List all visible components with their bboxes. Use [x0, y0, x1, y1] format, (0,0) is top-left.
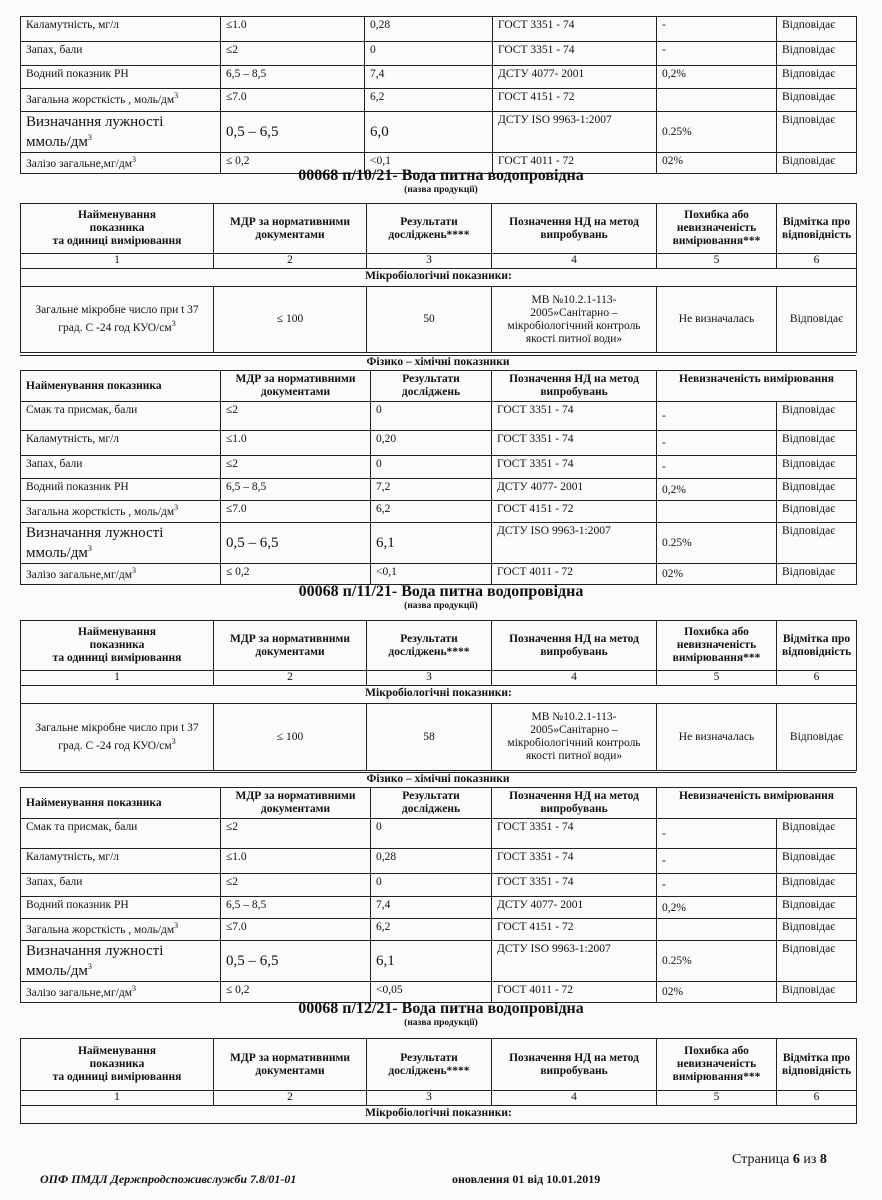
norm-value: ≤1.0	[221, 431, 371, 456]
col-header-mark: Відмітка про відповідність	[777, 204, 857, 254]
page-current: 6	[792, 1152, 800, 1167]
header-row	[21, 371, 857, 402]
micro-table	[20, 620, 857, 771]
method-value: ДСТУ 4077- 2001	[492, 479, 657, 501]
col-header-name: Найменування показника та одиниці вимірювання	[21, 204, 214, 254]
param-name: Загальне мікробне число при t 37 град. С -24 год КУО/$см^3$	[21, 287, 214, 353]
table-row	[21, 431, 857, 456]
norm-value: ≤ 0,2	[221, 153, 365, 174]
table-row	[21, 849, 857, 874]
uncert-value: -	[657, 431, 777, 456]
norm-value: ≤7.0	[221, 89, 365, 112]
param-name: Смак та присмак, бали	[21, 819, 221, 849]
complies-value: Відповідає	[777, 153, 857, 174]
result-value: 7,4	[365, 66, 493, 89]
col-header-mark: Відмітка про відповідність	[777, 1039, 857, 1091]
col-header-mark: Відмітка про відповідність	[777, 621, 857, 671]
method-value: ГОСТ 4151 - 72	[492, 501, 657, 523]
col-header-nd: Позначення НД на метод випробувань	[492, 621, 657, 671]
table-row	[21, 42, 857, 66]
header-row	[21, 788, 857, 819]
col-header-mdr: МДР за нормативними документами	[214, 204, 367, 254]
method-value: ДСТУ 4077- 2001	[492, 897, 657, 919]
param-name: Залізо $загальне,мг/дм^3$	[21, 982, 221, 1003]
col-number: 1	[21, 254, 214, 269]
header-row	[21, 621, 857, 671]
page-label: Страница	[732, 1152, 790, 1167]
param-name: Загальна жорсткість , моль/$дм^3$	[21, 919, 221, 941]
complies-value: Відповідає	[777, 874, 857, 897]
param-name: Водний показник РН	[21, 66, 221, 89]
complies-value: Відповідає	[777, 17, 857, 42]
micro-section-label: Мікробіологічні показники:	[21, 686, 857, 704]
result-value: 0,28	[371, 849, 492, 874]
norm-value: ≤2	[221, 874, 371, 897]
result-value: <0,1	[365, 153, 493, 174]
param-name: Загальна жорсткість , моль/$дм^3$	[21, 89, 221, 112]
complies-value: Відповідає	[777, 501, 857, 523]
table-row	[21, 501, 857, 523]
col-number: 3	[367, 1091, 492, 1106]
norm-value: ≤2	[221, 456, 371, 479]
table-row	[21, 941, 857, 982]
complies-value: Відповідає	[777, 431, 857, 456]
complies-value: Відповідає	[777, 479, 857, 501]
page-number	[732, 1152, 827, 1168]
table-row	[21, 523, 857, 564]
result-value: <0,1	[371, 564, 492, 585]
complies-value: Відповідає	[777, 523, 857, 564]
col-number: 2	[214, 254, 367, 269]
norm-value: 6,5 – 8,5	[221, 66, 365, 89]
param-name: Водний показник РН	[21, 897, 221, 919]
col-header-results: Результати досліджень****	[367, 204, 492, 254]
complies-value: Відповідає	[777, 941, 857, 982]
table-row	[21, 112, 857, 153]
uncert-value: -	[657, 17, 777, 42]
col-number: 1	[21, 671, 214, 686]
table-row	[21, 919, 857, 941]
param-name: Загальне мікробне число при t 37 град. С -24 год КУО/$см^3$	[21, 704, 214, 771]
result-value: 0	[371, 402, 492, 431]
sample-subtitle: (назва продукції)	[404, 601, 478, 611]
sample-title: 00068 п/12/21- Вода питна водопровідна	[298, 1000, 584, 1017]
col-number: 6	[777, 671, 857, 686]
param-name: Каламутність, мг/л	[21, 431, 221, 456]
col-header-mdr: МДР за нормативними документами	[221, 788, 371, 819]
uncert-value: 0,2%	[657, 897, 777, 919]
col-header-nd: Позначення НД на метод випробувань	[492, 1039, 657, 1091]
col-header-name: Найменування показника та одиниці вимірювання	[21, 621, 214, 671]
sample-title: 00068 п/10/21- Вода питна водопровідна	[298, 167, 584, 184]
uncert-value: 02%	[657, 982, 777, 1003]
result-value: 0	[371, 874, 492, 897]
complies-value: Відповідає	[777, 287, 857, 353]
complies-value: Відповідає	[777, 42, 857, 66]
norm-value: 0,5 – 6,5	[221, 941, 371, 982]
table-row	[21, 456, 857, 479]
col-number: 4	[492, 671, 657, 686]
col-header-name: Найменування показника та одиниці вимірювання	[21, 1039, 214, 1091]
complies-value: Відповідає	[777, 982, 857, 1003]
col-header-error: Похибка або невизначеність вимірювання***	[657, 621, 777, 671]
complies-value: Відповідає	[777, 704, 857, 771]
result-value: 6,2	[371, 919, 492, 941]
sample-subtitle: (назва продукції)	[404, 1018, 478, 1028]
footer-left: ОПФ ПМДЛ Держпродспоживслужби 7.8/01-01	[40, 1172, 297, 1186]
section-row	[21, 686, 857, 704]
footer-revision: оновлення 01 від 10.01.2019	[452, 1172, 601, 1186]
norm-value: 6,5 – 8,5	[221, 897, 371, 919]
col-number: 3	[367, 671, 492, 686]
col-header-mdr: МДР за нормативними документами	[214, 1039, 367, 1091]
complies-value: Відповідає	[777, 112, 857, 153]
complies-value: Відповідає	[777, 919, 857, 941]
result-value: 7,2	[371, 479, 492, 501]
result-value: 58	[367, 704, 492, 771]
method-value: ГОСТ 3351 - 74	[492, 819, 657, 849]
method-value: ГОСТ 4011 - 72	[492, 982, 657, 1003]
complies-value: Відповідає	[777, 89, 857, 112]
table-row	[21, 17, 857, 42]
page-of: из	[803, 1152, 817, 1167]
col-header-mdr: МДР за нормативними документами	[221, 371, 371, 402]
col-number: 2	[214, 1091, 367, 1106]
method-value: ГОСТ 4011 - 72	[493, 153, 657, 174]
method-value: ГОСТ 3351 - 74	[492, 849, 657, 874]
complies-value: Відповідає	[777, 564, 857, 585]
method-value: ДСТУ ISO 9963-1:2007	[493, 112, 657, 153]
col-number: 6	[777, 254, 857, 269]
uncert-value: -	[657, 819, 777, 849]
result-value: 0,20	[371, 431, 492, 456]
col-number: 2	[214, 671, 367, 686]
col-number: 5	[657, 254, 777, 269]
col-number: 6	[777, 1091, 857, 1106]
method-value: ГОСТ 3351 - 74	[492, 431, 657, 456]
col-header-results: Результати досліджень	[371, 371, 492, 402]
complies-value: Відповідає	[777, 66, 857, 89]
param-name: Визначання лужності ммоль/$дм^3$	[21, 941, 221, 982]
complies-value: Відповідає	[777, 456, 857, 479]
complies-value: Відповідає	[777, 402, 857, 431]
col-header-results: Результати досліджень	[371, 788, 492, 819]
table-row	[21, 479, 857, 501]
method-value: МВ №10.2.1-113-2005»Санітарно – мікробіологічний контроль якості питної води»	[492, 704, 657, 771]
norm-value: ≤ 0,2	[221, 564, 371, 585]
norm-value: ≤2	[221, 42, 365, 66]
uncert-value: 0,2%	[657, 66, 777, 89]
param-name: Смак та присмак, бали	[21, 402, 221, 431]
norm-value: ≤1.0	[221, 849, 371, 874]
norm-value: 0,5 – 6,5	[221, 112, 365, 153]
micro-table	[20, 1038, 857, 1124]
col-number: 5	[657, 1091, 777, 1106]
table-row	[21, 89, 857, 112]
col-header-nd: Позначення НД на метод випробувань	[492, 204, 657, 254]
number-row	[21, 1091, 857, 1106]
norm-value: ≤7.0	[221, 919, 371, 941]
result-value: 0	[365, 42, 493, 66]
table-row	[21, 564, 857, 585]
uncert-value: -	[657, 849, 777, 874]
table-row	[21, 66, 857, 89]
uncert-value: Не визначалась	[657, 287, 777, 353]
norm-value: ≤2	[221, 402, 371, 431]
complies-value: Відповідає	[777, 819, 857, 849]
micro-section-label: Мікробіологічні показники:	[21, 1106, 857, 1124]
physchem-table	[20, 370, 857, 585]
param-name: Запах, бали	[21, 456, 221, 479]
method-value: ГОСТ 3351 - 74	[493, 17, 657, 42]
uncert-value: -	[657, 874, 777, 897]
table-row	[21, 874, 857, 897]
col-number: 1	[21, 1091, 214, 1106]
table-row	[21, 287, 857, 353]
col-number: 3	[367, 254, 492, 269]
param-name: Залізо $загальне,мг/дм^3$	[21, 564, 221, 585]
uncert-value	[657, 501, 777, 523]
phys-section-label: Фізико – хімічні показники	[20, 355, 856, 368]
uncert-value: 02%	[657, 153, 777, 174]
col-header-uncert: Невизначеність вимірювання	[657, 371, 857, 402]
method-value: МВ №10.2.1-113-2005»Санітарно – мікробіологічний контроль якості питної води»	[492, 287, 657, 353]
micro-section-label: Мікробіологічні показники:	[21, 269, 857, 287]
uncert-value: 02%	[657, 564, 777, 585]
result-value: 6,1	[371, 523, 492, 564]
method-value: ДСТУ ISO 9963-1:2007	[492, 523, 657, 564]
uncert-value	[657, 919, 777, 941]
uncert-value: 0.25%	[657, 112, 777, 153]
col-header-error: Похибка або невизначеність вимірювання***	[657, 204, 777, 254]
physchem-table	[20, 787, 857, 1003]
param-name: Запах, бали	[21, 42, 221, 66]
result-value: 6,0	[365, 112, 493, 153]
top-physchem-table	[20, 16, 857, 174]
section-row	[21, 269, 857, 287]
norm-value: ≤ 100	[214, 704, 367, 771]
micro-table	[20, 203, 857, 353]
uncert-value: -	[657, 42, 777, 66]
uncert-value	[657, 89, 777, 112]
method-value: ГОСТ 3351 - 74	[492, 874, 657, 897]
param-name: Каламутність, мг/л	[21, 849, 221, 874]
col-header-nd: Позначення НД на метод випробувань	[492, 788, 657, 819]
result-value: 0,28	[365, 17, 493, 42]
method-value: ДСТУ ISO 9963-1:2007	[492, 941, 657, 982]
param-name: Визначання лужності ммоль/$дм^3$	[21, 112, 221, 153]
uncert-value: 0,2%	[657, 479, 777, 501]
complies-value: Відповідає	[777, 849, 857, 874]
col-number: 4	[492, 1091, 657, 1106]
param-name: Водний показник РН	[21, 479, 221, 501]
page-total: 8	[819, 1152, 827, 1167]
method-value: ГОСТ 4011 - 72	[492, 564, 657, 585]
param-name: Загальна жорсткість , моль/$дм^3$	[21, 501, 221, 523]
col-header-name: Найменування показника	[21, 788, 221, 819]
sample-subtitle: (назва продукції)	[404, 185, 478, 195]
phys-section-label: Фізико – хімічні показники	[20, 772, 856, 785]
col-header-results: Результати досліджень****	[367, 1039, 492, 1091]
col-number: 4	[492, 254, 657, 269]
norm-value: 6,5 – 8,5	[221, 479, 371, 501]
result-value: 0	[371, 819, 492, 849]
uncert-value: 0.25%	[657, 941, 777, 982]
param-name: Визначання лужності ммоль/$дм^3$	[21, 523, 221, 564]
method-value: ДСТУ 4077- 2001	[493, 66, 657, 89]
uncert-value: Не визначалась	[657, 704, 777, 771]
uncert-value: -	[657, 456, 777, 479]
number-row	[21, 254, 857, 269]
norm-value: ≤7.0	[221, 501, 371, 523]
param-name: Запах, бали	[21, 874, 221, 897]
table-row	[21, 819, 857, 849]
table-row	[21, 704, 857, 771]
col-header-uncert: Невизначеність вимірювання	[657, 788, 857, 819]
col-header-results: Результати досліджень****	[367, 621, 492, 671]
complies-value: Відповідає	[777, 897, 857, 919]
col-header-error: Похибка або невизначеність вимірювання***	[657, 1039, 777, 1091]
norm-value: ≤2	[221, 819, 371, 849]
param-name: Каламутність, мг/л	[21, 17, 221, 42]
result-value: 7,4	[371, 897, 492, 919]
method-value: ГОСТ 4151 - 72	[493, 89, 657, 112]
result-value: 0	[371, 456, 492, 479]
param-name: Залізо $загальне,мг/дм^3$	[21, 153, 221, 174]
header-row	[21, 204, 857, 254]
uncert-value: 0.25%	[657, 523, 777, 564]
table-row	[21, 402, 857, 431]
method-value: ГОСТ 3351 - 74	[492, 402, 657, 431]
col-number: 5	[657, 671, 777, 686]
header-row	[21, 1039, 857, 1091]
table-row	[21, 897, 857, 919]
method-value: ГОСТ 4151 - 72	[492, 919, 657, 941]
norm-value: ≤ 100	[214, 287, 367, 353]
col-header-nd: Позначення НД на метод випробувань	[492, 371, 657, 402]
sample-title: 00068 п/11/21- Вода питна водопровідна	[298, 583, 584, 600]
uncert-value: -	[657, 402, 777, 431]
norm-value: ≤ 0,2	[221, 982, 371, 1003]
number-row	[21, 671, 857, 686]
norm-value: ≤1.0	[221, 17, 365, 42]
col-header-name: Найменування показника	[21, 371, 221, 402]
section-row	[21, 1106, 857, 1124]
result-value: <0,05	[371, 982, 492, 1003]
result-value: 50	[367, 287, 492, 353]
method-value: ГОСТ 3351 - 74	[493, 42, 657, 66]
col-header-mdr: МДР за нормативними документами	[214, 621, 367, 671]
norm-value: 0,5 – 6,5	[221, 523, 371, 564]
result-value: 6,2	[365, 89, 493, 112]
result-value: 6,1	[371, 941, 492, 982]
result-value: 6,2	[371, 501, 492, 523]
method-value: ГОСТ 3351 - 74	[492, 456, 657, 479]
